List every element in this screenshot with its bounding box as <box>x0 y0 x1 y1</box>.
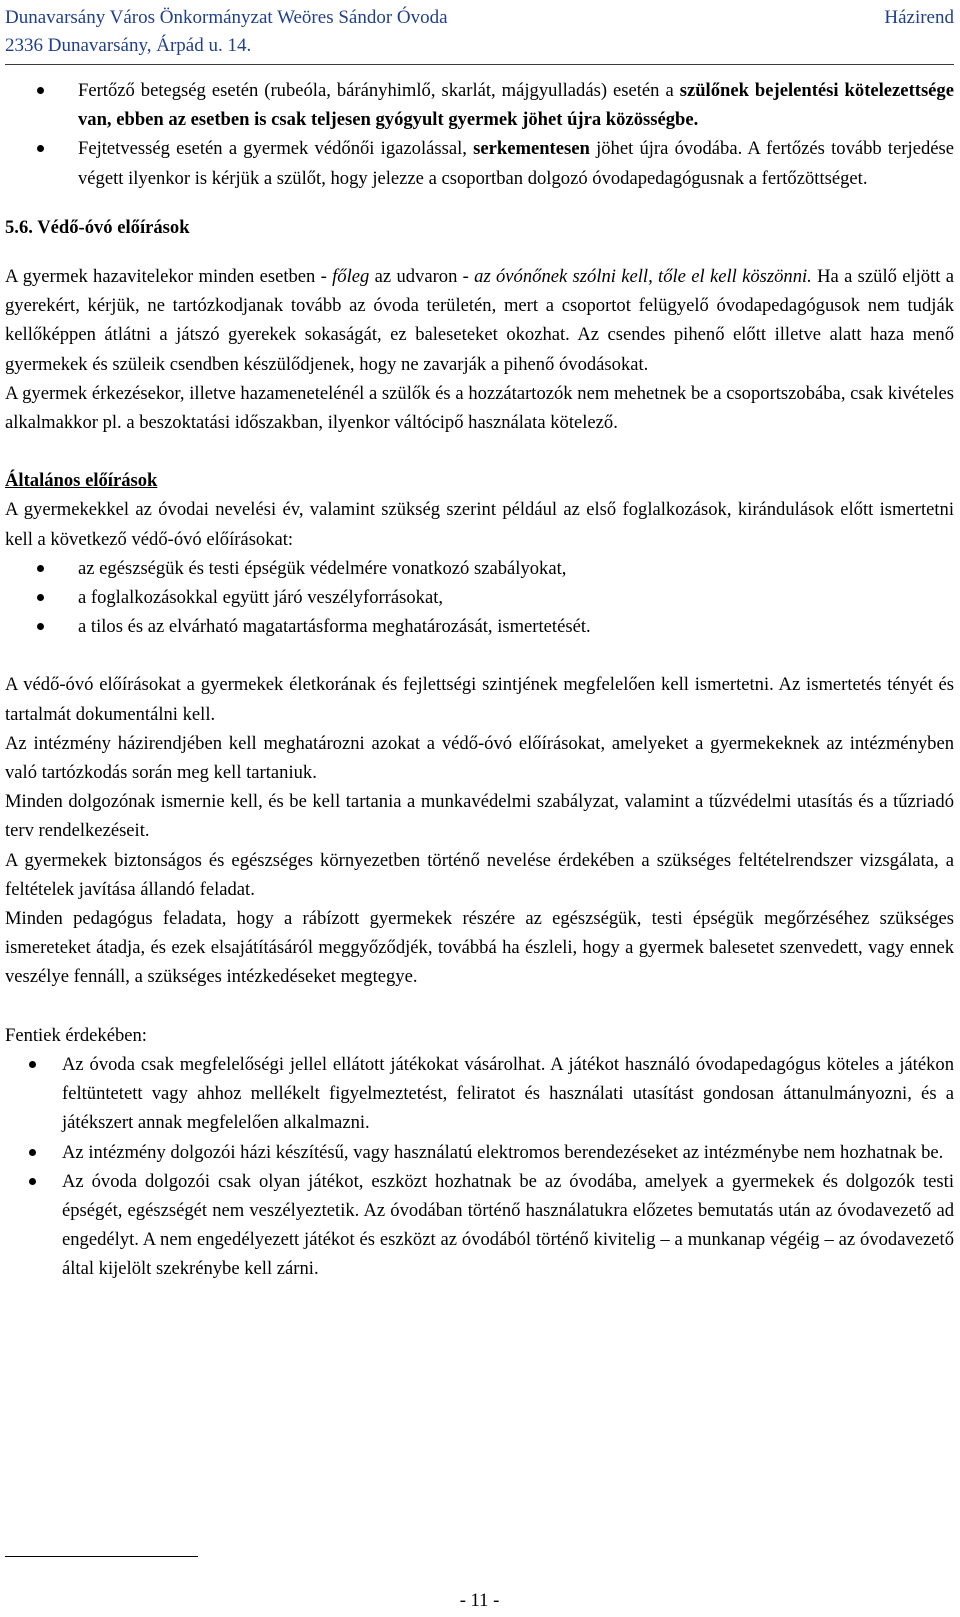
bullet-icon <box>37 565 44 572</box>
list-intro: Fentiek érdekében: <box>5 1024 147 1046</box>
bullet-text: Az óvoda dolgozói csak olyan játékot, eszközt hozhatnak be az óvodába, amelyek a gyermekek és dolgozók testi épségét, egészségét nem veszélyeztetik. Az óvodában történő használatukra előzetes bemutatás után az óvodavezető ad engedélyt. A nem engedélyezett játékot és eszközt az óvodából történő kivitelig – a munkanap végéig – az óvodavezető által kijelölt szekrénybe kell zárni. <box>62 1170 954 1280</box>
page-number: - 11 - <box>459 1590 500 1611</box>
bullet-text: Az intézmény dolgozói házi készítésű, vagy használatú elektromos berendezéseket az intézménybe nem hozhatnak be. <box>62 1141 944 1163</box>
paragraph: A gyermek érkezésekor, illetve hazamenetelénél a szülők és a hozzátartozók nem mehetnek be a csoportszobába, csak kivételes alkalmakkor pl. a beszoktatási időszakban, ilyenkor váltócipő használata kötelező. <box>5 382 954 434</box>
page-header <box>5 4 954 65</box>
paragraph: Minden pedagógus feladata, hogy a rábízott gyermekek részére az egészségük, testi épségük megőrzéséhez szükséges ismereteket átadja, és ezek elsajátításáról meggyőződjék, továbbá ha észleli, hogy a gyermek balesetet szenvedett, vagy ennek veszélye fennáll, a szükséges intézkedéseket megtegye. <box>5 908 954 988</box>
list-item <box>5 1138 954 1167</box>
list-item <box>5 554 954 583</box>
paragraph: A gyermek hazavitelekor minden esetben - főleg az udvaron - az óvónőnek szólni kell, tőle el kell köszönni. Ha a szülő eljött a gyerekért, kérjük, ne tartózkodjanak tovább az óvoda területén, mert a csoportot felügyelő óvodapedagógusok nem tudják kellőképpen átlátni a játszó gyerekek sokaságát, ez baleseteket okozhat. Az csendes pihenő előtt illetve alatt haza menő gyermekek és szüleik csendben készülődjenek, hogy ne zavarják a pihenő óvodásokat. <box>5 266 954 375</box>
bullet-text-bold: serkementesen <box>473 138 590 160</box>
header-divider <box>5 64 954 65</box>
page-footer <box>5 1556 954 1611</box>
footer-divider <box>5 1556 198 1557</box>
paragraph: Minden dolgozónak ismernie kell, és be kell tartania a munkavédelmi szabályzat, valamint a tűzvédelmi utasítás és a tűzriadó terv rendelkezéseit. <box>5 791 954 842</box>
bullet-icon <box>37 594 44 601</box>
list-item <box>5 583 954 612</box>
bullet-text-bold: szülőnek bejelentési kötelezettsége van, ebben az esetben is csak teljesen gyógyult gyermek jöhet újra közösségbe. <box>78 80 954 131</box>
list-item <box>5 1050 954 1138</box>
document-title: Házirend <box>884 7 954 28</box>
list-item <box>5 612 954 641</box>
bullet-icon <box>37 145 44 152</box>
bullet-text: Fejtetvesség esetén a gyermek védőnői igazolással, <box>78 138 474 160</box>
list-item <box>5 76 954 134</box>
institution-address: 2336 Dunavarsány, Árpád u. 14. <box>5 35 252 56</box>
bullet-icon <box>29 1061 36 1068</box>
bullet-text: a tilos és az elvárható magatartásforma meghatározását, ismertetését. <box>78 616 591 638</box>
bullet-icon <box>29 1178 36 1185</box>
bullet-text: a foglalkozásokkal együtt járó veszélyforrásokat, <box>78 587 444 609</box>
bullet-icon <box>29 1149 36 1156</box>
paragraph: Az intézmény házirendjében kell meghatározni azokat a védő-óvó előírásokat, amelyeket a gyermekeknek az intézményben való tartózkodás során meg kell tartaniuk. <box>5 732 954 784</box>
list-item <box>5 134 954 192</box>
section-heading: 5.6. Védő-óvó előírások <box>5 216 190 238</box>
page-content <box>5 76 954 1284</box>
paragraph: A gyermekek biztonságos és egészséges környezetben történő nevelése érdekében a szükséges feltételrendszer vizsgálata, a feltételek javítása állandó feladat. <box>5 849 954 900</box>
bullet-text: az egészségük és testi épségük védelmére vonatkozó szabályokat, <box>78 557 567 579</box>
paragraph: A védő-óvó előírásokat a gyermekek életkorának és fejlettségi szintjének megfelelően kell ismertetni. Az ismertetés tényét és tartalmát dokumentálni kell. <box>5 674 954 725</box>
bullet-icon <box>37 87 44 94</box>
paragraph: A gyermekekkel az óvodai nevelési év, valamint szükség szerint például az első foglalkozások, kirándulások előtt ismertetni kell a következő védő-óvó előírásokat: <box>5 499 954 550</box>
list-item <box>5 1167 954 1284</box>
bullet-text: Fertőző betegség esetén (rubeóla, bárányhimlő, skarlát, májgyulladás) esetén a <box>78 80 680 101</box>
bullet-text: jöhet újra óvodába. A fertőzés tovább terjedése végett ilyenkor is kérjük a szülőt, hogy jelezze a csoportban dolgozó óvodapedagógusnak a fertőzöttséget. <box>78 138 955 189</box>
bullet-text: Az óvoda csak megfelelőségi jellel ellátott játékokat vásárolhat. A játékot használó óvodapedagógus köteles a játékon feltüntetett vagy ahhoz mellékelt figyelmeztetést, feliratot és használati utasítást gondosan áttanulmányozni, és a játékszert annak megfelelően alkalmazni. <box>62 1053 954 1134</box>
bullet-icon <box>37 623 44 630</box>
subsection-heading: Általános előírások <box>5 470 158 492</box>
institution-name: Dunavarsány Város Önkormányzat Weöres Sándor Óvoda <box>5 7 448 28</box>
